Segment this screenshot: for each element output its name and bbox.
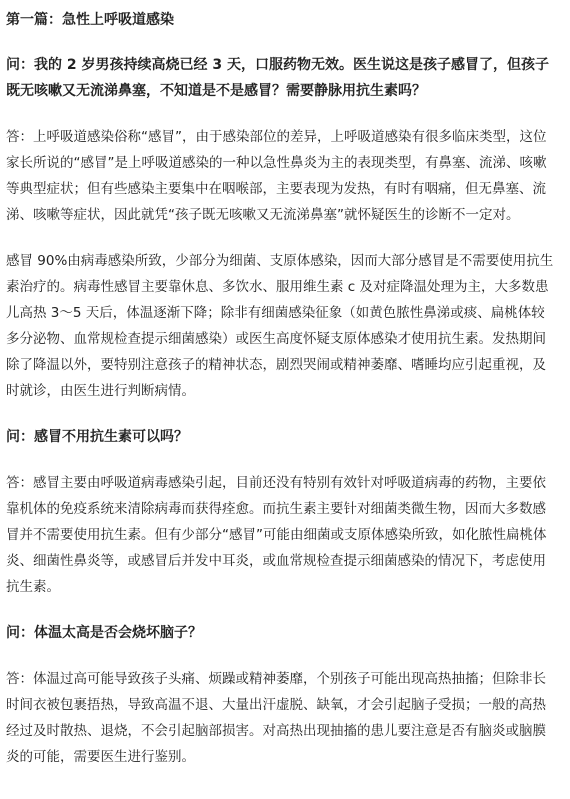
answer-1-paragraph-2: 感冒 90%由病毒感染所致，少部分为细菌、支原体感染，因而大部分感冒是不需要使用抗生素治疗的。病毒性感冒主要靠休息、多饮水、服用维生素 c 及对症降温处理为主，大多数患儿高热 3～5 天后，体温逐渐下降；除非有细菌感染征象（如黄色脓性鼻涕或痰、扁桃体较多分泌物、血常规检查提示细菌感染）或医生高度怀疑支原体感染才使用抗生素。发热期间除了降温以外，要特别注意孩子的精神状态，剧烈哭闹或精神萎靡、嗜睡均应引起重视，及时就诊，由医生进行判断病情。 (6, 253, 554, 399)
answer-3: 答：体温过高可能导致孩子头痛、烦躁或精神萎靡，个别孩子可能出现高热抽搐；但除非长时间衣被包裹捂热，导致高温不退、大量出汗虚脱、缺氧，才会引起脑子受损；一般的高热经过及时散热、退烧，不会引起脑部损害。对高热出现抽搐的患儿要注意是否有脑炎或脑膜炎的可能，需要医生进行鉴别。 (6, 671, 546, 765)
article-title: 第一篇：急性上呼吸道感染 (6, 12, 174, 28)
question-3: 问：体温太高是否会烧坏脑子？ (6, 625, 202, 641)
question-1: 问：我的 2 岁男孩持续高烧已经 3 天，口服药物无效。医生说这是孩子感冒了，但孩子既无咳嗽又无流涕鼻塞，不知道是不是感冒？需要静脉用抗生素吗？ (6, 57, 549, 99)
question-2: 问：感冒不用抗生素可以吗？ (6, 429, 188, 445)
answer-1: 答：上呼吸道感染俗称“感冒”，由于感染部位的差异，上呼吸道感染有很多临床类型，这位家长所说的“感冒”是上呼吸道感染的一种以急性鼻炎为主的表现类型，有鼻塞、流涕、咳嗽等典型症状；但有些感染主要集中在咽喉部，主要表现为发热，有时有咽痛，但无鼻塞、流涕、咳嗽等症状，因此就凭“孩子既无咳嗽又无流涕鼻塞”就怀疑医生的诊断不一定对。 (6, 129, 547, 223)
answer-2: 答：感冒主要由呼吸道病毒感染引起，目前还没有特别有效针对呼吸道病毒的药物，主要依靠机体的免疫系统来清除病毒而获得痊愈。而抗生素主要针对细菌类微生物，因而大多数感冒并不需要使用抗生素。但有少部分“感冒”可能由细菌或支原体感染所致，如化脓性扁桃体炎、细菌性鼻炎等，或感冒后并发中耳炎，或血常规检查提示细菌感染的情况下，考虑使用抗生素。 (6, 475, 547, 595)
